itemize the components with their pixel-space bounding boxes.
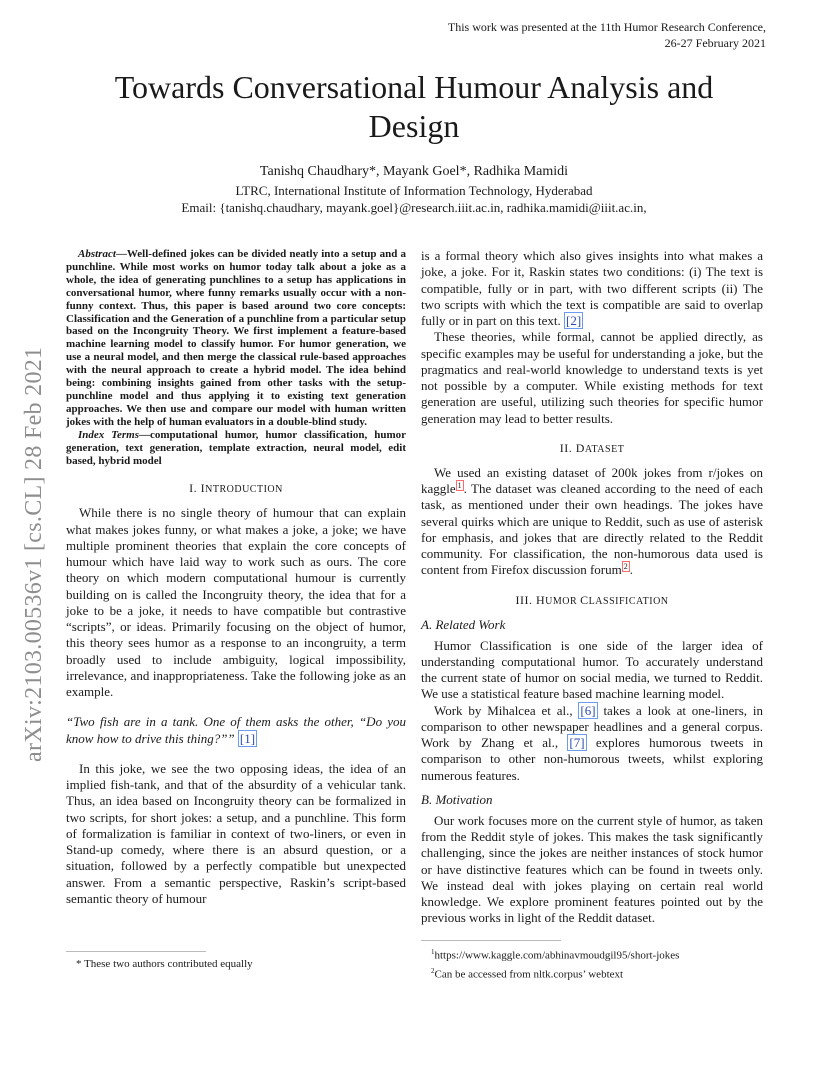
intro-paragraph-2: In this joke, we see the two opposing ideas, the idea of an implied fish-tank, and that of the absurdity of a vehicular tank. Thus, an idea based on Incongruity theory can be formalized in two scripts, for short jokes: a setup, and a punchline. This form of formalization is familiar in context of two-liners, or even in Stand-up comedy, where there is an absurd question, or a situation, followed by a perfectly compatible but unexpected answer. From a semantic perspective, Raskin’s script-based semantic theory of humour [66,760,406,906]
conference-note-line2: 26-27 February 2021 [664,36,766,50]
footnote-equal-contribution: * These two authors contributed equally [66,958,406,970]
affiliation: LTRC, International Institute of Information Technology, Hyderabad [235,183,593,198]
right-column [421,248,763,927]
author-emails: Email: {tanishq.chaudhary, mayank.goel}@research.iiit.ac.in, radhika.mamidi@iiit.ac.in, [181,200,647,215]
abstract [66,248,406,429]
citation-link-1[interactable]: [1] [239,730,256,746]
intro-paragraph-4: These theories, while formal, cannot be applied directly, as specific examples may be useful for understanding a joke, but the pragmatics and real-world knowledge to understand texts is yet not possible by a computer. While existing methods for text generation are useful, utilizing such theories for specific humor generation may lead to better results. [421,329,763,426]
intro-paragraph-3: is a formal theory which also gives insights into what makes a joke, a joke. For it, Raskin states two conditions: (i) The text is compatible, fully or in part, with two different scripts (ii) The two scripts with which the text is compatible are said to overlap fully or in part on this text. [2] [421,248,763,328]
dataset-paragraph: We used an existing dataset of 200k jokes from r/jokes on kaggle $^1$ . The dataset was cleaned according to the need of each task, as mentioned under their own headings. The jokes have several quirks which are unique to Reddit, such as use of asterisk for emphasis, and jokes that are directly related to the Reddit community. For classification, the non-humorous data used is content from Firefox discussion forum $^2$ . [421,464,763,578]
author-list: Tanishq Chaudhary*, Mayank Goel*, Radhika Mamidi [259,164,569,179]
footnote-link-2[interactable]: 2 [623,561,628,571]
section-heading-introduction: I. INTRODUCTION [189,481,283,496]
footnote-rule-left [66,951,206,952]
motivation-paragraph: Our work focuses more on the current style of humor, as taken from the Reddit style of jokes. This makes the task significantly challenging, since the jokes are neither instances of stock humor or have distinctive features which can be found in tweets only. We instead deal with jokes playing on certain real world knowledge. We explore prominent features pointed out by the previous works in light of the Reddit dataset. [421,812,763,926]
related-work-paragraph-1: Humor Classification is one side of the larger idea of understanding computational humor. To accurately understand the current state of humor on social media, we turned to Reddit. We use a statistical feature based machine learning model. [421,637,763,702]
left-column [66,248,406,907]
abstract-label: Abstract [78,248,116,260]
footnotes-right [421,945,763,982]
subsection-heading-motivation: B. Motivation [421,791,493,807]
index-terms-text: —computational humor, humor classification, humor generation, text generation, template extraction, neural model, edit based, hybrid model [66,428,406,467]
citation-link-6[interactable]: [6] [580,702,596,718]
related-work-paragraph-2: Work by Mihalcea et al., [6] takes a look at one-liners, in comparison to other newspaper headlines and a general corpus. Work by Zhang et al., [7] explores humorous tweets in comparison to other non-humorous tweets, whilst exploring numerous features. [421,702,763,783]
paper-title: Towards Conversational Humour Analysis and Design [114,69,714,144]
conference-note-line1: This work was presented at the 11th Humor Research Conference, [447,20,766,34]
footnote-rule-right [421,940,561,941]
index-terms [66,429,406,468]
example-joke-quote: “Two fish are in a tank. One of them asks the other, “Do you know how to drive this thing?”” [1] [66,714,406,746]
section-heading-humor-classification: III. HUMOR CLASSIFICATION [515,592,669,607]
conference-note [448,19,766,51]
footnote-1[interactable]: $^1$https://www.kaggle.com/abhinavmoudgil95/short-jokes [431,948,680,962]
abstract-text: —Well-defined jokes can be divided neatly into a setup and a punchline. While most works on humor today talk about a joke as a whole, the idea of generating punchlines to a setup has applications in conversational humor, where funny remarks usually occur with a non-funny context. Thus, this paper is based around two core concepts: Classification and the Generation of a punchline from a particular setup based on the Incongruity Theory. We first implement a feature-based machine learning model to classify humor. For humor generation, we use a neural model, and then merge the classical rule-based approaches with the neural approach to create a hybrid model. The idea behind being: combining insights gained from other tasks with the setup-punchline model and thus applying it to existing text generation approaches. We then use and compare our model with human written jokes with the help of human evaluators in a double-blind study. [66,248,406,428]
arxiv-stamp: arXiv:2103.00536v1 [cs.CL] 28 Feb 2021 [21,346,47,762]
footnote-link-1[interactable]: 1 [457,480,462,490]
index-terms-label: Index Terms [78,428,139,441]
section-heading-dataset: II. DATASET [559,440,625,455]
citation-link-7[interactable]: [7] [569,735,585,750]
subsection-heading-related-work: A. Related Work [421,616,506,632]
footnote-2: $^2$Can be accessed from nltk.corpus’ webtext [431,966,624,981]
citation-link-2[interactable]: [2] [565,313,582,328]
intro-paragraph-1: While there is no single theory of humour that can explain what makes jokes funny, or what makes a joke, a joke; we have multiple prominent theories that explain the core concepts of humour which have laid way to work such as ours. The core theory on which modern computational humour is currently building on is called the Incongruity theory, the idea that for a joke to be a joke, it needs to have compatible but contrastive “scripts”, or ideas. Primarily focusing on the object of humor, this theory sees humor as a response to an incongruity, a term broadly used to include ambiguity, logical impossibility, irrelevance, and inappropriateness. Take the following joke as an example. [66,505,406,700]
